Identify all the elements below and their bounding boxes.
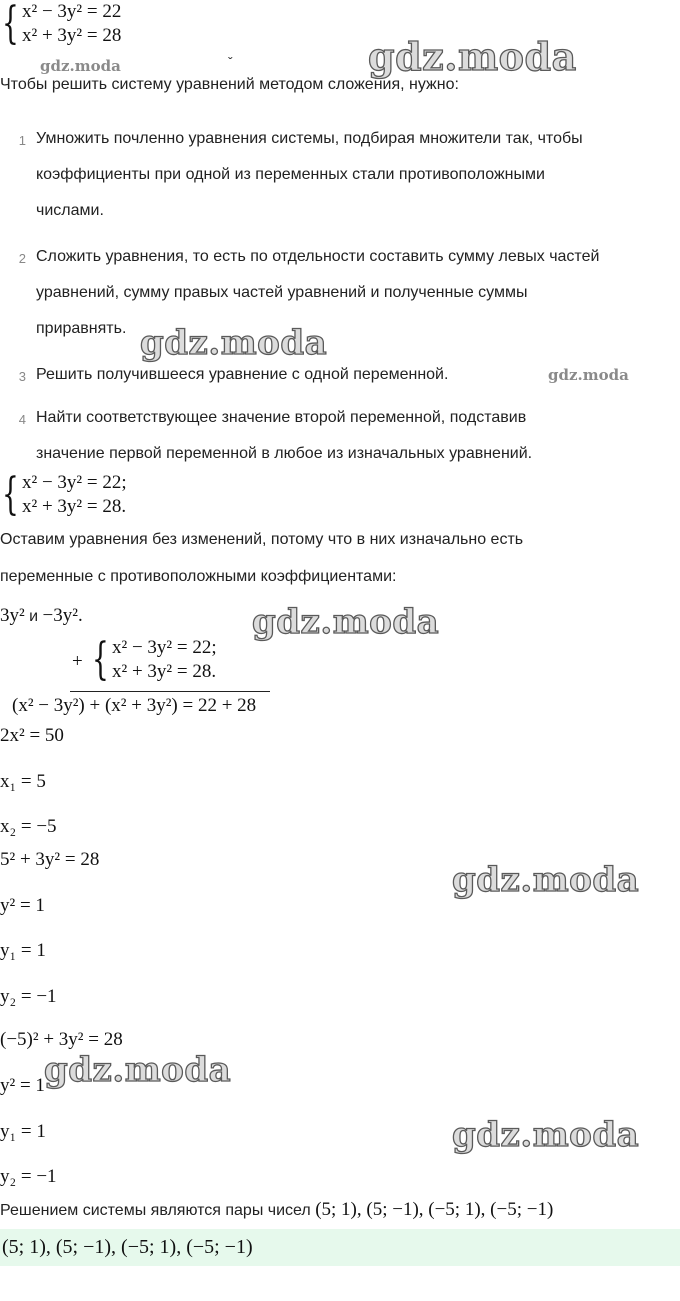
brace-icon: { [92, 634, 109, 685]
step-4-line: Найти соответствующее значение второй переменной, подставив [36, 409, 527, 426]
system-2-line-1: x² − 3y² = 22; [22, 472, 127, 493]
watermark: gdz.moda [368, 34, 577, 79]
watermark: gdz.moda [252, 602, 440, 642]
step-2-line: уравнений, сумму правых частей уравнений и полученные суммы [36, 284, 528, 301]
conclusion-text: Решением системы являются пары чисел [0, 1202, 311, 1219]
paragraph-line: Оставим уравнения без изменений, потому что в них изначально есть [0, 531, 524, 548]
step-1-line: коэффициенты при одной из переменных стали противоположными [36, 166, 545, 183]
equation-line: y₂ = −1 [0, 986, 57, 1007]
answer-value: (5; 1), (5; −1), (−5; 1), (−5; −1) [2, 1236, 253, 1258]
check-mark: ˇ [228, 54, 233, 70]
equation-line: x₁ = 5 [0, 771, 46, 792]
step-4-line: значение первой переменной в любое из изначальных уравнений. [36, 445, 533, 462]
step-3-line: Решить получившееся уравнение с одной переменной. [36, 366, 449, 383]
system-3 [92, 636, 217, 684]
coefficient-a: 3y² [0, 605, 25, 626]
watermark: gdz.moda [452, 860, 640, 900]
coefficients-line [0, 605, 83, 627]
equation-line: y₁ = 1 [0, 1121, 46, 1142]
brace-icon: { [2, 0, 19, 49]
step-4-number: 4 [18, 412, 26, 427]
step-2-line: приравнять. [36, 320, 127, 337]
equation-line: y₁ = 1 [0, 940, 46, 961]
equation-line: y² = 1 [0, 1075, 45, 1096]
conclusion [0, 1199, 553, 1221]
answer-box [0, 1229, 680, 1266]
equation-line: y² = 1 [0, 895, 45, 916]
plus-sign: + [72, 651, 83, 672]
sum-divider [70, 691, 270, 692]
system-2-line-2: x² + 3y² = 28. [22, 496, 127, 517]
step-1-line: числами. [36, 202, 104, 219]
coefficient-b: −3y². [42, 605, 83, 626]
watermark: gdz.moda [44, 1050, 232, 1090]
step-2-line: Сложить уравнения, то есть по отдельности составить сумму левых частей [36, 248, 600, 265]
intro-text: Чтобы решить систему уравнений методом сложения, нужно: [0, 76, 459, 93]
system-1 [2, 0, 121, 48]
equation-line: x₂ = −5 [0, 816, 57, 837]
watermark: gdz.moda [452, 1115, 640, 1155]
system-1-line-2: x² + 3y² = 28 [22, 25, 122, 46]
step-1-line: Умножить почленно уравнения системы, подбирая множители так, чтобы [36, 130, 583, 147]
conclusion-pairs: (5; 1), (5; −1), (−5; 1), (−5; −1) [315, 1199, 554, 1220]
conjunction: и [29, 608, 39, 625]
step-3-number: 3 [18, 369, 26, 384]
system-1-line-1: x² − 3y² = 22 [22, 1, 122, 22]
equation-line: 2x² = 50 [0, 725, 64, 746]
watermark: gdz.moda [548, 366, 629, 384]
equation-line: 5² + 3y² = 28 [0, 849, 100, 870]
paragraph-line: переменные с противоположными коэффициентами: [0, 568, 397, 585]
step-1-number: 1 [18, 133, 26, 148]
brace-icon: { [2, 469, 19, 520]
system-2 [2, 471, 127, 519]
sum-equation: (x² − 3y²) + (x² + 3y²) = 22 + 28 [12, 695, 257, 716]
equation-line: (−5)² + 3y² = 28 [0, 1029, 123, 1050]
system-3-line-1: x² − 3y² = 22; [112, 637, 217, 658]
equation-line: y₂ = −1 [0, 1166, 57, 1187]
step-2-number: 2 [18, 251, 26, 266]
watermark: gdz.moda [40, 57, 121, 75]
system-3-line-2: x² + 3y² = 28. [112, 661, 217, 682]
watermark: gdz.moda [140, 323, 328, 363]
